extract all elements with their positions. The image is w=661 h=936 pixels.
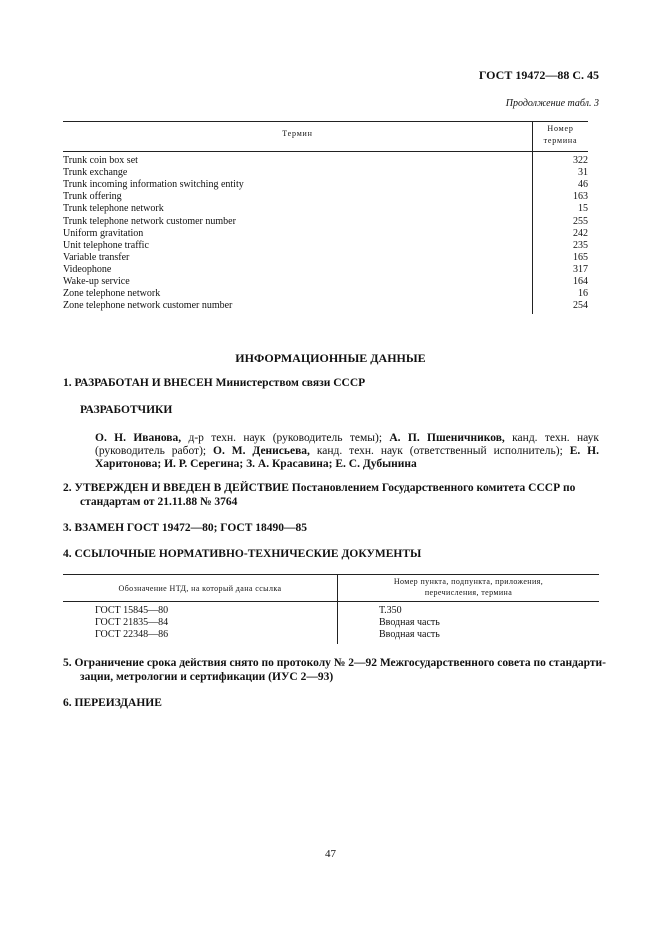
column-header-term: Термин	[282, 129, 313, 138]
item-2-approved-line2: стандартам от 21.11.88 № 3764	[80, 496, 238, 508]
term-number: 235	[573, 239, 588, 251]
term-text: Trunk coin box set	[63, 155, 138, 166]
term-number: 31	[578, 167, 588, 179]
term-text: Trunk exchange	[63, 167, 128, 179]
term-text: Variable transfer	[63, 251, 130, 263]
ref-column-header-ref: Номер пункта, подпункта, приложения,	[393, 577, 544, 586]
table-row	[63, 276, 588, 288]
ref-location: Вводная часть	[379, 617, 440, 629]
table-row	[63, 264, 588, 276]
table-row	[63, 155, 588, 167]
developer-role: канд. техн. наук (ответственный исполнитель);	[309, 445, 570, 457]
developer-role: д-р техн. наук (руководитель темы);	[181, 432, 390, 444]
term-text: Wake-up service	[63, 276, 130, 287]
term-text: Trunk telephone network	[63, 203, 164, 215]
term-number: 16	[578, 288, 588, 300]
page-reference: ГОСТ 19472—88 С. 45	[478, 68, 599, 82]
table-continuation-label: Продолжение табл. 3	[505, 98, 599, 109]
item-3-replaces: 3. ВЗАМЕН ГОСТ 19472—80; ГОСТ 18490—85	[63, 522, 308, 534]
ref-column-header-doc: Обозначение НТД, на который дана ссылка	[118, 584, 282, 593]
table-row	[63, 179, 588, 191]
page-number: 47	[325, 848, 336, 860]
term-text: Trunk incoming information switching entity	[63, 179, 244, 191]
ref-column-header-ref-line2: перечисления, термина	[424, 588, 513, 597]
developer-names-list: Е. Н. Харитонова; И. Р. Серегина; З. А. Красавина; Е. С. Дубынина	[95, 445, 599, 470]
term-number: 165	[573, 251, 588, 263]
table-row	[63, 240, 588, 252]
column-header-number-line2: термина	[543, 136, 578, 145]
ref-table-top-rule	[63, 574, 599, 575]
term-text: Trunk telephone network customer number	[63, 215, 236, 227]
table-row	[63, 228, 588, 240]
ref-doc: ГОСТ 15845—80	[95, 605, 169, 616]
term-number: 15	[578, 203, 588, 215]
item-5-validity: 5. Ограничение срока действия снято по протоколу № 2—92 Межгосударственного совета по стандарти-	[63, 657, 606, 669]
term-text: Zone telephone network	[63, 288, 161, 300]
item-2-approved: 2. УТВЕРЖДЕН И ВВЕДЕН В ДЕЙСТВИЕ Постановлением Государственного комитета СССР по	[63, 482, 576, 494]
term-number: 254	[573, 300, 588, 312]
ref-location: Вводная часть	[379, 629, 440, 641]
term-number: 46	[578, 179, 588, 191]
term-text: Videophone	[63, 263, 112, 275]
term-number: 164	[573, 276, 588, 287]
table-header-rule	[63, 151, 588, 152]
developer-role: канд. техн. наук (руководитель работ);	[95, 432, 599, 457]
term-number: 255	[573, 215, 588, 227]
developers-heading: РАЗРАБОТЧИКИ	[80, 404, 173, 416]
ref-doc: ГОСТ 21835—84	[95, 617, 169, 629]
developer-name: О. М. Денисьева,	[213, 445, 310, 457]
item-1-developed: 1. РАЗРАБОТАН И ВНЕСЕН Министерством связи СССР	[63, 377, 366, 389]
table-row	[63, 203, 588, 215]
section-title: ИНФОРМАЦИОННЫЕ ДАННЫЕ	[235, 351, 426, 365]
item-5-validity-line2: зации, метрологии и сертификации (ИУС 2—93)	[80, 671, 334, 683]
table-row	[63, 252, 588, 264]
term-text: Unit telephone traffic	[63, 239, 149, 251]
item-6-reissue: 6. ПЕРЕИЗДАНИЕ	[63, 697, 162, 709]
term-number: 163	[573, 191, 588, 203]
term-number: 242	[573, 227, 588, 239]
developer-name: О. Н. Иванова,	[95, 432, 182, 444]
term-number: 322	[573, 155, 588, 166]
ref-table-header-rule	[63, 601, 599, 602]
table-row	[63, 216, 588, 228]
term-text: Uniform gravitation	[63, 227, 144, 239]
term-text: Trunk offering	[63, 191, 122, 203]
term-text: Zone telephone network customer number	[63, 300, 233, 312]
developers-list	[95, 432, 599, 471]
item-4-references: 4. ССЫЛОЧНЫЕ НОРМАТИВНО-ТЕХНИЧЕСКИЕ ДОКУМЕНТЫ	[63, 548, 422, 560]
table-row	[63, 288, 588, 300]
ref-doc: ГОСТ 22348—86	[95, 629, 169, 641]
table-row	[63, 300, 588, 312]
term-number: 317	[573, 263, 588, 275]
table-row	[63, 191, 588, 203]
column-header-number: Номер	[547, 124, 574, 133]
table-row	[63, 167, 588, 179]
ref-location: Т.350	[379, 605, 402, 616]
table-top-rule	[63, 121, 588, 122]
developer-name: А. П. Пшеничников,	[389, 432, 505, 444]
